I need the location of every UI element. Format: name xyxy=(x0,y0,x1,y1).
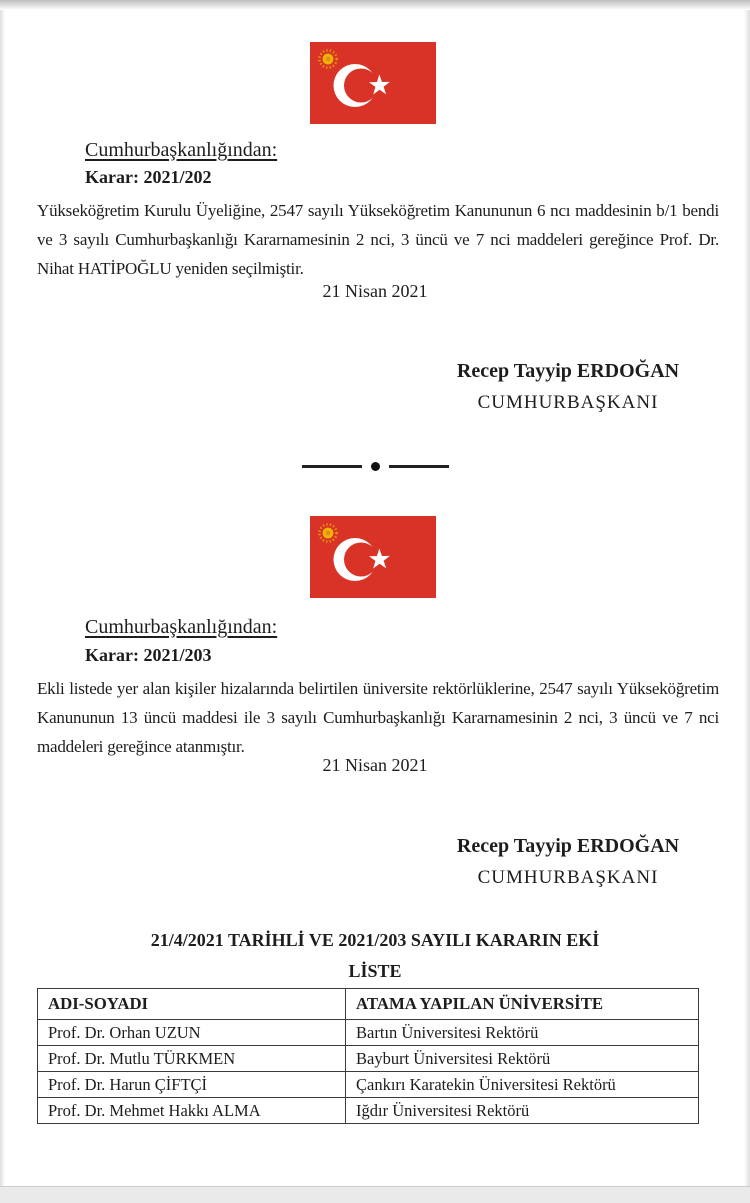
issuer-heading: Cumhurbaşkanlığından: xyxy=(85,139,278,161)
section-divider xyxy=(0,462,750,471)
issuer-heading: Cumhurbaşkanlığından: xyxy=(85,616,278,638)
signatory-title: CUMHURBAŞKANI xyxy=(477,392,659,413)
decision-body: Ekli listede yer alan kişiler hizalarında belirtilen üniversite rektörlüklerine, 2547 sayılı Yükseköğretim Kanununun 13 üncü maddesi ile 3 sayılı Cumhurbaşkanlığı Kararnamesinin 2 nci, 3 üncü ve 7 nci maddeleri gereğince atanmıştır. xyxy=(37,679,719,756)
page-top-edge xyxy=(0,0,750,10)
divider-line xyxy=(302,465,362,468)
table-cell: Prof. Dr. Mehmet Hakkı ALMA xyxy=(38,1098,346,1124)
table-cell: Bartın Üniversitesi Rektörü xyxy=(346,1020,699,1046)
table-header-cell: ADI-SOYADI xyxy=(38,989,346,1020)
annex-table xyxy=(37,988,699,1124)
table-cell: Çankırı Karatekin Üniversitesi Rektörü xyxy=(346,1072,699,1098)
page-right-edge xyxy=(744,0,750,1203)
table-header-row xyxy=(38,989,699,1020)
turkish-presidential-flag xyxy=(310,42,436,124)
table-cell: Prof. Dr. Mutlu TÜRKMEN xyxy=(38,1046,346,1072)
signatory-name: Recep Tayyip ERDOĞAN xyxy=(456,835,680,857)
decision-number: Karar: 2021/203 xyxy=(85,645,212,665)
decision-date: 21 Nisan 2021 xyxy=(322,755,428,775)
table-cell: Prof. Dr. Orhan UZUN xyxy=(38,1020,346,1046)
page-bottom-edge xyxy=(0,1186,750,1203)
table-row xyxy=(38,1046,699,1072)
decision-date: 21 Nisan 2021 xyxy=(322,281,428,301)
turkish-presidential-flag xyxy=(310,516,436,598)
table-row xyxy=(38,1098,699,1124)
decision-number: Karar: 2021/202 xyxy=(85,167,212,187)
divider-dot xyxy=(371,462,380,471)
signature-block xyxy=(418,360,718,414)
page-left-edge xyxy=(0,0,5,1203)
table-row xyxy=(38,1072,699,1098)
table-row xyxy=(38,1020,699,1046)
table-cell: Bayburt Üniversitesi Rektörü xyxy=(346,1046,699,1072)
table-header-cell: ATAMA YAPILAN ÜNİVERSİTE xyxy=(346,989,699,1020)
decision-body: Yükseköğretim Kurulu Üyeliğine, 2547 sayılı Yükseköğretim Kanununun 6 ncı maddesinin b/1 bendi ve 3 sayılı Cumhurbaşkanlığı Kararnamesinin 2 nci, 3 üncü ve 7 nci maddeleri gereğince Prof. Dr. Nihat HATİPOĞLU yeniden seçilmiştir. xyxy=(37,201,719,278)
signature-block xyxy=(418,835,718,889)
annex-title: 21/4/2021 TARİHLİ VE 2021/203 SAYILI KARARIN EKİ xyxy=(150,930,600,950)
annex-subtitle: LİSTE xyxy=(348,961,402,981)
signatory-name: Recep Tayyip ERDOĞAN xyxy=(456,360,680,382)
table-cell: Prof. Dr. Harun ÇİFTÇİ xyxy=(38,1072,346,1098)
table-cell: Iğdır Üniversitesi Rektörü xyxy=(346,1098,699,1124)
signatory-title: CUMHURBAŞKANI xyxy=(477,867,659,888)
divider-line xyxy=(389,465,449,468)
